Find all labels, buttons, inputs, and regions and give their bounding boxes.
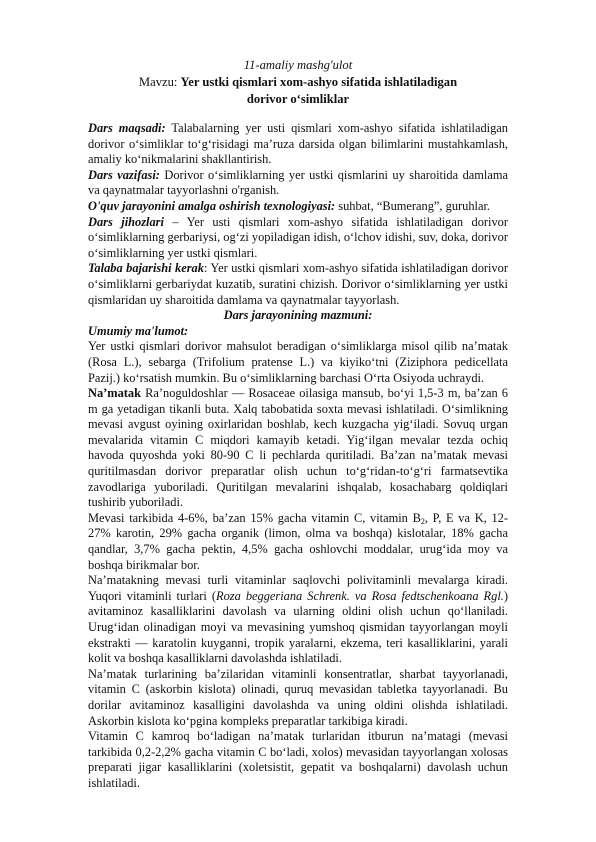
spacer [88,108,508,121]
paragraph-plants-examples: Yer ustki qismlari dorivor mahsulot beradigan o‘simliklarga misol qilib na’matak (Rosa L.), sebarga (Trifolium pratense L.) va kiyiko‘tni (Ziziphora pedicellata Pazij.) ko‘rsatish mumkin. Bu o‘simliklarning barchasi O‘rta Osiyoda uchraydi. [88,339,508,385]
uses-text-a: Na’matakning mevasi turli vitaminlar saqlovchi polivitaminli mevalarga kiradi. Yuqori vitaminli turlari ( [88,573,508,603]
vitamin-b-subscript: 2 [420,516,425,526]
section-title: Dars jarayonining mazmuni: [223,308,373,323]
goal-label: Dars maqsadi: [88,121,166,135]
document-page [88,57,508,792]
goal-paragraph [88,121,508,168]
task-label: Dars vazifasi: [88,167,160,182]
rosehip-text: Ra’noguldoshlar — Rosaceae oilasiga mansub, bo‘yi 1,5-3 m, ba’zan 6 m ga yetadigan tikanli buta. Xalq tabobatida soxta mevasi ishlatiladi. O‘simlikning mevasi avgust oyining oxirlaridan boshlab, kech kuzgacha yig‘iladi. Sovuq urgan mevalarida vitamin C miqdori kamayib ketadi. Yig‘ilgan mevalar tezda ochiq havoda quyoshda yoki 80-90 C li pechlarda quritiladi. Ba’zan na’matak mevasi quritilmasdan dorivor preparatlar olish uchun to‘g‘ridan-to‘g‘ri farmatsevtika zavodlariga yuboriladi. Quritilgan mevalarini ishqalab, kosachabarg qoldiqlari tushirib yuboriladi. [88,386,508,510]
paragraph-concentrates: Na’matak turlarining ba’zilaridan vitaminli konsentratlar, sharbat tayyorlanadi, vitamin C (askorbin kislota) olinadi, quruq mevasidan tabletka tayyorlanadi. Bu dorilar avitaminoz kasalligini davolashda va uning oldini olishda ishlatiladi. Askorbin kislota ko‘pgina kompleks preparatlar tarkibiga kiradi. [88,666,508,728]
uses-text-b: ) avitaminoz kasalliklarini davolash va ularning oldini olish uchun qo‘llaniladi. Urug‘idan olinadigan moyi va mevasining yumshoq qismidan tayyorlangan moyli ekstrakti — karatolin kuyganni, tropik yaralarni, ekzema, teri kasalliklarini, yarali kolit va boshqa kasalliklarni davolashda ishlatiladi. [88,588,508,666]
composition-text-b: , P, E va K, 12-27% karotin, 29% gacha organik (limon, olma va boshqa) kislotalar, 18% gacha qandlar, 3,7% gacha pektin, 4,5% gacha oshlovchi moddalar, urug‘ida moy va boshqa birikmalar bor. [88,510,508,572]
equipment-text: – Yer usti qismlari xom-ashyo sifatida ishlatiladigan dorivor o‘simliklarning gerbariysi, og‘zi yopiladigan idish, o‘lchov idishi, suv, doka, dorivor o‘simliklarning yer ustki qismlari. [88,214,508,260]
paragraph-uses [88,573,508,667]
paragraph-vitamin-c: Vitamin C kamroq bo‘ladigan na’matak turlaridan itburun na’matagi (mevasi tarkibida 0,2-2,2% gacha vitamin C bo‘ladi, xolos) mevasidan tayyorlangan xolosas preparati jigar kasalliklarini (xoletsistit, gepatit va boshqalarni) davolash uchun ishlatiladi. [88,729,508,790]
student-task-text: : Yer ustki qismlari xom-ashyo sifatida ishlatiladigan dorivor o‘simliklarni gerbariydat kuzatib, suratini chizish. Dorivor o‘simliklarning yer ustki qismlaridan uy sharoitida damlama va qaynatmalar tayyorlash. [88,261,508,307]
student-task-paragraph [88,261,508,308]
topic-line-2: dorivor o‘simliklar [246,92,350,106]
technology-paragraph [88,199,508,215]
technology-text: suhbat, “Bumerang”, guruhlar. [335,198,491,213]
composition-text-a: Mevasi tarkibida 4-6%, ba’zan 15% gacha vitamin C, vitamin B [88,510,421,525]
paragraph-composition [88,511,508,573]
technology-label: O'quv jarayonini amalga oshirish texnologiyasi: [88,198,336,213]
general-info-heading: Umumiy ma'lumot: [88,323,189,338]
topic-title-part-1: Yer ustki qismlari xom-ashyo sifatida ishlatiladigan [180,75,458,89]
species-names: Roza beggeriana Schrenk. va Rosa fedtschenkoana Rgl. [216,588,504,603]
topic-label: Mavzu: [138,75,181,89]
equipment-label: Dars jihozlari [88,214,164,229]
lesson-number: 11-amaliy mashg'ulot [243,58,353,72]
student-task-label: Talaba bajarishi kerak [88,261,204,276]
goal-text: Talabalarning yer usti qismlari xom-ashyo sifatida ishlatiladigan dorivor o‘simliklar to‘g‘risidagi ma’ruza darsida olgan bilimlarini mustahkamlash, amaliy ko‘nikmalarini shakllantirish. [88,121,508,167]
paragraph-rosehip [88,386,508,511]
equipment-paragraph [88,215,508,262]
topic-line-1 [88,74,508,91]
task-paragraph [88,168,508,199]
task-text: Dorivor o‘simliklarning yer ustki qismlarini uy sharoitida damlama va qaynatmalar tayyorlashni o'rganish. [88,167,508,198]
general-info-label [88,324,508,340]
rosehip-label: Na’matak [88,386,141,401]
